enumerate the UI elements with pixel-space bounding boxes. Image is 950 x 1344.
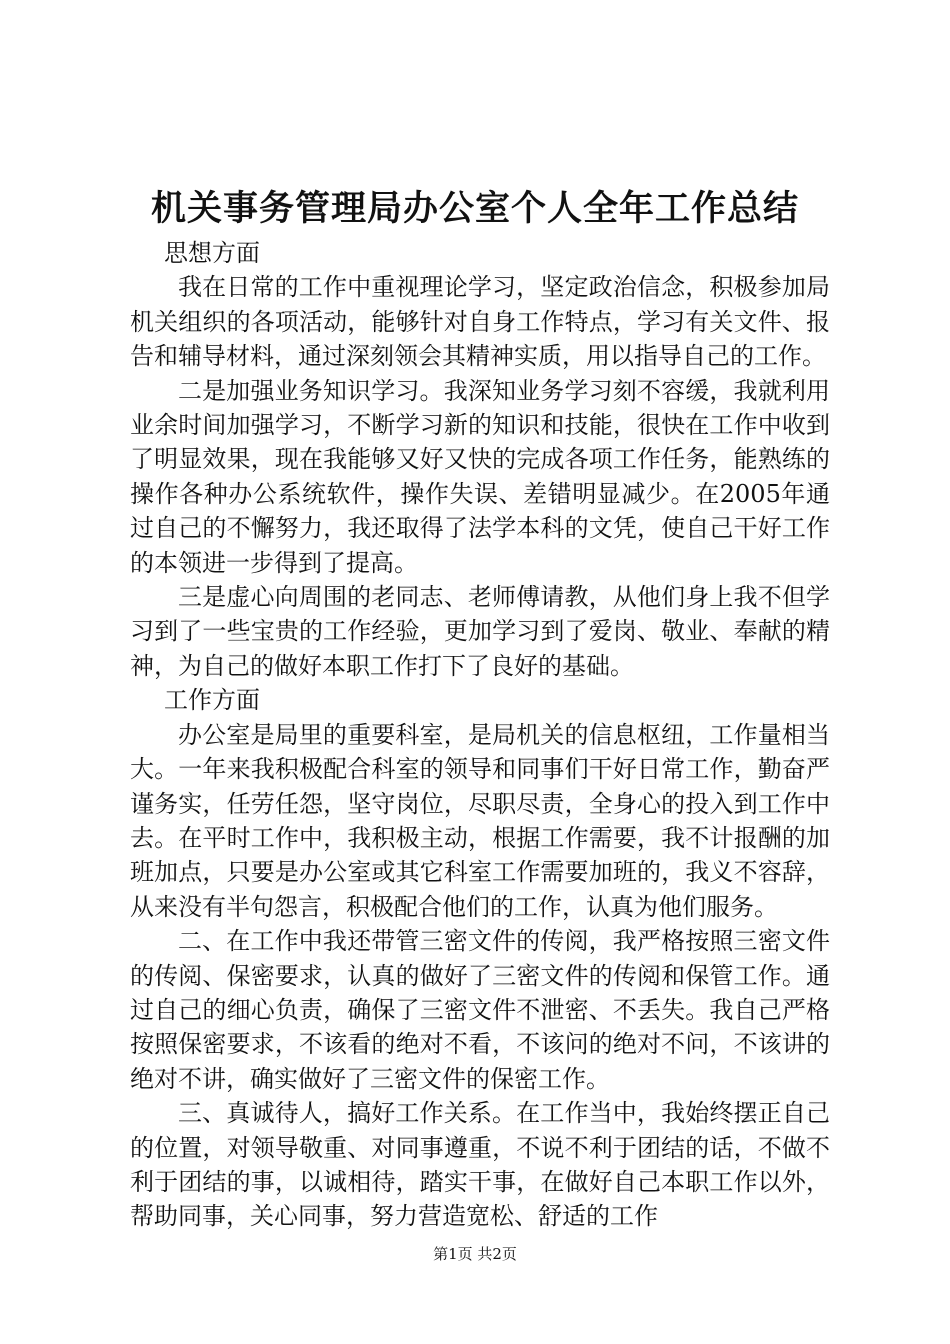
section-heading-thought: 思想方面 <box>164 239 260 267</box>
paragraph: 二是加强业务知识学习。我深知业务学习刻不容缓，我就利用业余时间加强学习，不断学习新的知识和技能，很快在工作中收到了明显效果，现在我能够又好又快的完成各项工作任务，能熟练的操作各种办公系统软件，操作失误、差错明显减少。在2005年通过自己的不懈努力，我还取得了法学本科的文凭，使自己干好工作的本领进一步得到了提高。 <box>130 376 830 577</box>
paragraph: 办公室是局里的重要科室，是局机关的信息枢纽，工作量相当大。一年来我积极配合科室的领导和同事们干好日常工作，勤奋严谨务实，任劳任怨，坚守岗位，尽职尽责，全身心的投入到工作中去。在平时工作中，我积极主动，根据工作需要，我不计报酬的加班加点，只要是办公室或其它科室工作需要加班的，我义不容辞，从来没有半句怨言，积极配合他们的工作，认真为他们服务。 <box>130 720 830 921</box>
section-heading-work: 工作方面 <box>164 686 260 715</box>
page-footer: 第1页 共2页 <box>433 1245 517 1263</box>
paragraph: 三是虚心向周围的老同志、老师傅请教，从他们身上我不但学习到了一些宝贵的工作经验，更加学习到了爱岗、敬业、奉献的精神，为自己的做好本职工作打下了良好的基础。 <box>130 583 830 680</box>
paragraph: 二、在工作中我还带管三密文件的传阅，我严格按照三密文件的传阅、保密要求，认真的做好了三密文件的传阅和保管工作。通过自己的细心负责，确保了三密文件不泄密、不丢失。我自己严格按照保密要求，不该看的绝对不看，不该问的绝对不问，不该讲的绝对不讲，确实做好了三密文件的保密工作。 <box>130 927 830 1093</box>
document-title: 机关事务管理局办公室个人全年工作总结 <box>150 188 799 229</box>
document-body <box>130 236 830 1234</box>
paragraph: 我在日常的工作中重视理论学习，坚定政治信念，积极参加局机关组织的各项活动，能够针对自身工作特点，学习有关文件、报告和辅导材料，通过深刻领会其精神实质，用以指导自己的工作。 <box>130 273 830 371</box>
paragraph: 三、真诚待人，搞好工作关系。在工作当中，我始终摆正自己的位置，对领导敬重、对同事遵重，不说不利于团结的话，不做不利于团结的事，以诚相待，踏实干事，在做好自己本职工作以外，帮助同事，关心同事，努力营造宽松、舒适的工作 <box>130 1099 830 1231</box>
